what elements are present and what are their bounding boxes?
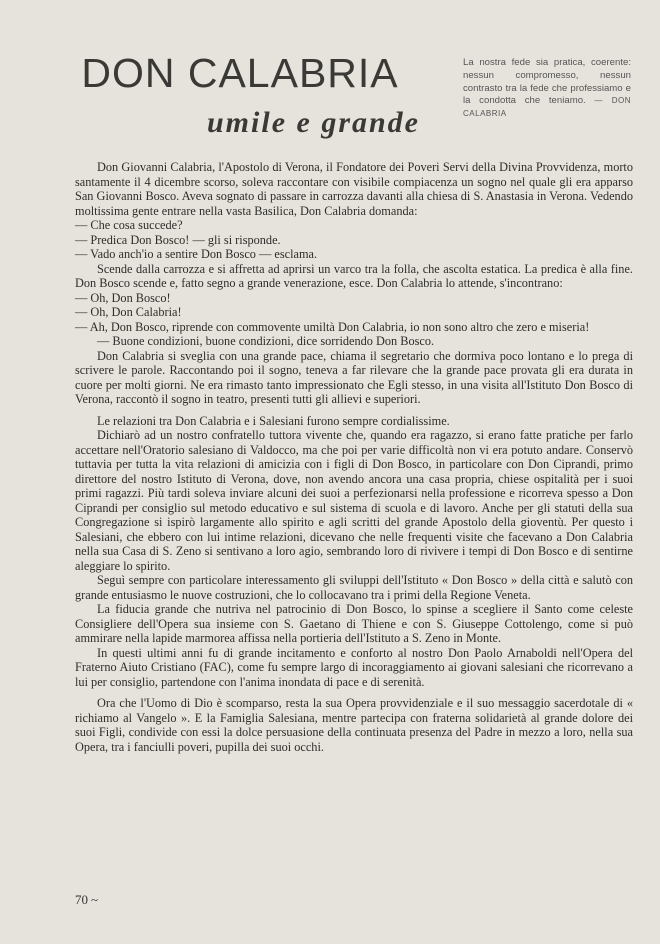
paragraph: Scende dalla carrozza e si affretta ad aprirsi un varco tra la folla, che ascolta estatica. La predica è alla fine. Don Bosco scende e, fatto segno a grande venerazione, esce. Don Calabria lo attende, s'incontrano: [75, 261, 633, 290]
dialogue-line: — Oh, Don Bosco! [75, 290, 171, 305]
paragraph: Don Calabria si sveglia con una grande pace, chiama il segretario che dormiva poco lontano e lo prega di scrivere le parole. Raccontando poi il sogno, teneva a far rilevare che la grande pace provata gli era durata in cuore per molti giorni. Ne era rimasto tanto impressionato che Egli stesso, in una visita all'Istituto Don Bosco di Verona, raccontò il sogno in teatro, presenti tutti gli allievi e superiori. [75, 348, 633, 406]
paragraph: Dichiarò ad un nostro confratello tuttora vivente che, quando era ragazzo, si erano fatte pratiche per farlo accettare nell'Oratorio salesiano di Valdocco, ma che poi per varie difficoltà non vi era potuto andare. Conservò tuttavia per tutta la vita relazioni di amicizia con i figli di Don Bosco, in particolare con Don Ciprandi, primo direttore del nostro Istituto di Verona, dove, non avendo ancora una casa propria, chiese ospitalità per i suoi primi ragazzi. Più tardi soleva inviare alcuni dei suoi a perfezionarsi nella professione e ricorreva spesso a Don Ciprandi per consiglio sul metodo educativo e sul sistema di scuola e di lavoro. Anche per gli statuti della sua Congregazione si ispirò largamente allo spirito e agli scritti del grande Apostolo della gioventù. Per questo i Salesiani, che ebbero con lui intime relazioni, dicevano che nelle frequenti visite che facevano a Don Calabria nella sua Casa di S. Zeno si sentivano a loro agio, sembrando loro di rivivere i tempi di Don Bosco e di sentirne aleggiare lo spirito. [75, 428, 633, 573]
article-subtitle: umile e grande [207, 106, 420, 139]
paragraph: Le relazioni tra Don Calabria e i Salesiani furono sempre cordialissime. [97, 413, 450, 428]
paragraph: Don Giovanni Calabria, l'Apostolo di Verona, il Fondatore dei Poveri Servi della Divina Provvidenza, morto santamente il 4 dicembre scorso, soleva raccontare con visibile compiacenza un sogno nel quale gli era apparso San Giovanni Bosco. Aveva sognato di passare in carrozza davanti alla chiesa di S. Anastasia in Verona. Vedendo moltissima gente entrare nella vasta Basilica, Don Calabria domanda: [75, 160, 633, 218]
page-mark: ~ [91, 892, 99, 907]
dialogue-line: — Oh, Don Calabria! [75, 305, 182, 319]
paragraph: Seguì sempre con particolare interessamento gli sviluppi dell'Istituto « Don Bosco » della città e salutò con grande entusiasmo le nuove costruzioni, che lo collocavano tra i primi della Regione Veneta. [75, 573, 633, 602]
dialogue-line: — Buone condizioni, buone condizioni, dice sorridendo Don Bosco. [97, 334, 435, 348]
paragraph: In questi ultimi anni fu di grande incitamento e conforto al nostro Don Paolo Arnaboldi nell'Opera del Fraterno Aiuto Cristiano (FAC), come fu sempre largo di incoraggiamento ai giovani salesiani che ricorrevano a lui per consiglio, partendone con l'anima inondata di pace e di serenità. [75, 645, 633, 689]
dialogue-line: — Predica Don Bosco! — gli si risponde. [75, 232, 281, 247]
paragraph: La fiducia grande che nutriva nel patrocinio di Don Bosco, lo spinse a scegliere il Santo come celeste Consigliere dell'Opera sua insieme con S. Gaetano di Thiene e con S. Giuseppe Cottolengo, come si può ammirare nella lapide marmorea affissa nella portieria dell'Istituto a S. Zeno in Monte. [75, 602, 633, 645]
quote-author: — DON CALABRIA [463, 96, 631, 119]
paragraph: Ora che l'Uomo di Dio è scomparso, resta la sua Opera provvidenziale e il suo messaggio sacerdotale di « richiamo al Vangelo ». E la Famiglia Salesiana, mentre partecipa con fraterna solidarietà al grande dolore dei suoi Figli, condivide con essi la dolce persuasione della continuata presenza del Padre in mezzo a loro, nella sua Opera, tra i fanciulli poveri, pupilla dei suoi occhi. [75, 696, 633, 754]
article-title: DON CALABRIA [81, 50, 399, 96]
quote-text: La nostra fede sia pratica, coerente: nessun compromesso, nessun contrasto tra la fede che professiamo e la condotta che teniamo. [463, 57, 631, 107]
article-body [75, 160, 633, 754]
page-number: 70 ~ [75, 892, 99, 907]
dialogue-line: — Ah, Don Bosco, riprende con commovente umiltà Don Calabria, io non sono altro che zero e miseria! [75, 319, 590, 334]
dialogue-line: — Vado anch'io a sentire Don Bosco — esclama. [75, 247, 318, 261]
epigraph-quote [463, 57, 631, 121]
dialogue-line: — Che cosa succede? [75, 218, 183, 232]
